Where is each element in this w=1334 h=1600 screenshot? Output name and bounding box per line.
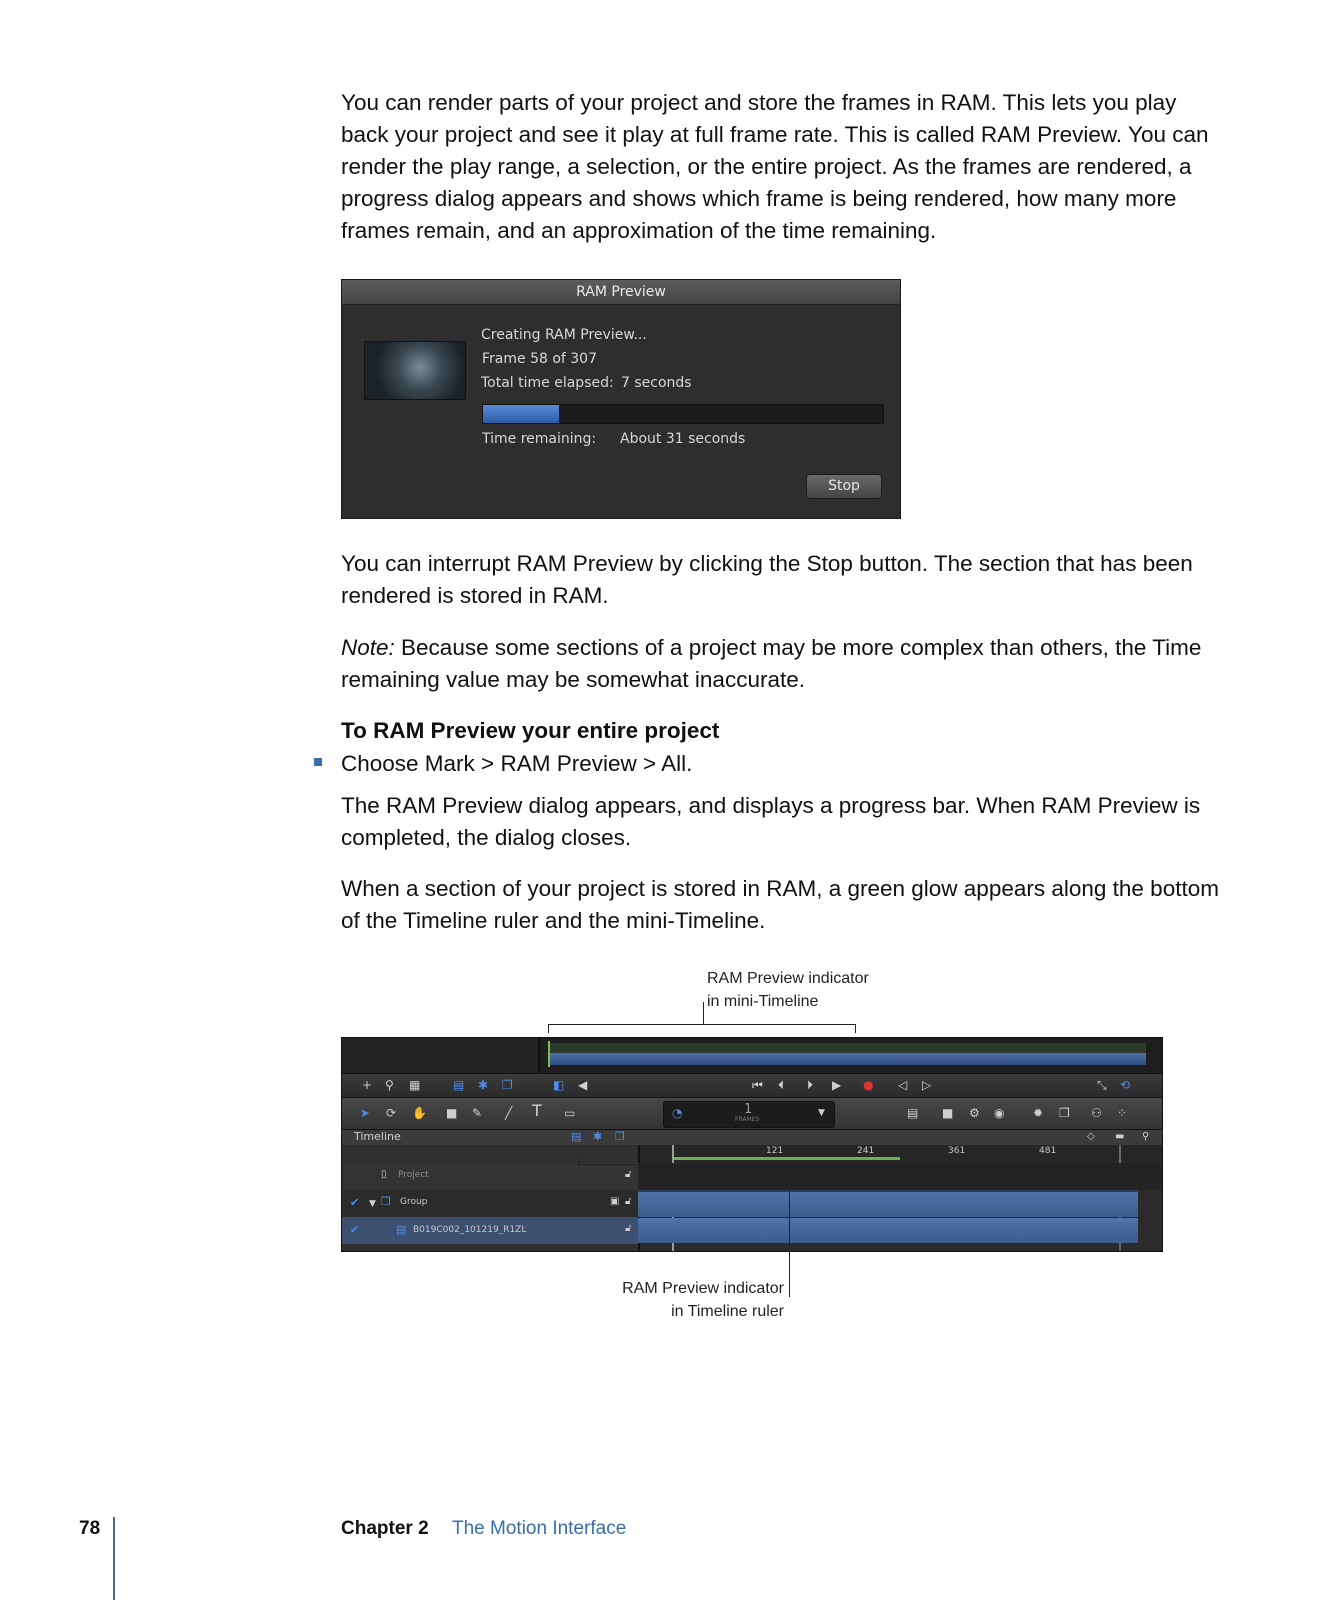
text-tool-icon[interactable]: T	[532, 1101, 542, 1120]
fullscreen-icon[interactable]: ⤡	[1097, 1078, 1107, 1092]
frame-unit: FRAMES	[735, 1116, 760, 1123]
transform-tool-icon[interactable]: ⟳	[386, 1106, 397, 1120]
timeline-ruler[interactable]	[638, 1145, 1163, 1163]
make-particles-icon[interactable]: ❐	[1059, 1106, 1070, 1120]
document-icon: ▯	[381, 1169, 387, 1180]
dialog-remaining-value: About 31 seconds	[620, 431, 746, 447]
zoom-slider-icon[interactable]: ◇	[1087, 1131, 1095, 1142]
footer-chapter: Chapter 2	[341, 1518, 429, 1539]
camera-icon[interactable]: ■	[942, 1106, 954, 1120]
grid-view-icon[interactable]: ▤	[453, 1078, 465, 1092]
ruler-tick-label: 241	[857, 1146, 875, 1156]
callout-ruler	[560, 1277, 784, 1323]
replicate-icon[interactable]: ⚇	[1091, 1106, 1102, 1120]
dialog-frame-count: Frame 58 of 307	[482, 351, 598, 367]
timeline-layers-icon[interactable]: ❐	[615, 1130, 625, 1143]
footer-rule	[113, 1517, 115, 1600]
play-icon[interactable]: ▶	[832, 1078, 842, 1092]
step-back-icon[interactable]: ⏴	[778, 1078, 785, 1092]
track-project	[638, 1163, 1163, 1190]
timeline-grid-icon[interactable]: ▤	[571, 1130, 582, 1143]
mask-tool-icon[interactable]: ▭	[564, 1106, 576, 1120]
callout-mini-timeline-line2: in mini-Timeline	[707, 993, 819, 1010]
car-thumbnail-image	[364, 341, 466, 400]
next-frame-icon[interactable]: ▷	[922, 1078, 932, 1092]
layer-name: B019C002_101219_R1ZL	[413, 1225, 527, 1235]
bezier-tool-icon[interactable]: ✎	[472, 1106, 483, 1120]
dialog-remaining-label: Time remaining:	[482, 431, 597, 447]
mini-playhead[interactable]	[548, 1041, 550, 1067]
select-tool-icon[interactable]: ➤	[360, 1106, 371, 1120]
callout-ruler-line2: in Timeline ruler	[671, 1303, 784, 1320]
callout-bracket-right	[855, 1024, 856, 1033]
ruler-tick-label: 361	[948, 1146, 966, 1156]
dialog-status: Creating RAM Preview...	[481, 327, 647, 343]
ruler-leader-line	[789, 1165, 790, 1297]
callout-mini-timeline-line1: RAM Preview indicator	[707, 970, 869, 987]
group-icon: ❐	[381, 1195, 391, 1208]
filters-icon[interactable]: ◉	[994, 1106, 1005, 1120]
task-step: Choose Mark > RAM Preview > All.	[341, 751, 693, 776]
note-label: Note:	[341, 635, 395, 660]
play-range-icon[interactable]: ◧	[553, 1078, 565, 1092]
checkbox-icon[interactable]: ✔	[350, 1223, 360, 1236]
callout-bracket	[548, 1024, 856, 1025]
library-icon[interactable]: ▤	[907, 1106, 919, 1120]
lock-icon[interactable]: 🔓︎	[625, 1223, 632, 1234]
progress-bar-fill	[483, 405, 559, 423]
callout-leader-line	[703, 1002, 704, 1024]
ruler-tick-label: 121	[766, 1146, 784, 1156]
sequence-icon[interactable]: ⁘	[1117, 1106, 1128, 1120]
layers-icon[interactable]: ❐	[502, 1078, 513, 1092]
layout-icon[interactable]: ▦	[409, 1078, 421, 1092]
generators-icon[interactable]: ✹	[1033, 1106, 1044, 1120]
green-glow-paragraph: When a section of your project is stored in RAM, a green glow appears along the bottom of the Timeline ruler and the mini-Timeline.	[341, 876, 1219, 933]
ram-preview-dialog	[341, 279, 901, 519]
chevron-down-icon[interactable]: ▼	[818, 1108, 825, 1118]
go-to-start-icon[interactable]: ⏮	[752, 1078, 763, 1092]
behaviors-icon[interactable]: ⚙	[969, 1106, 980, 1120]
step-forward-icon[interactable]: ⏵	[807, 1078, 814, 1092]
progress-bar	[482, 404, 884, 424]
timecode-icon: ◔	[672, 1106, 683, 1120]
dialog-result-paragraph: The RAM Preview dialog appears, and displays a progress bar. When RAM Preview is completed, the dialog closes.	[341, 793, 1201, 850]
left-header-area	[342, 1038, 538, 1073]
dialog-title: RAM Preview	[342, 280, 900, 305]
lock-icon[interactable]: 🔓︎	[625, 1169, 632, 1180]
intro-paragraph: You can render parts of your project and store the frames in RAM. This lets you play back your project and see it play at full frame rate. This is called RAM Preview. You can render the play range, a selection, or the entire project. As the frames are rendered, a progress dialog appears and shows which frame is being rendered, how many more frames remain, and an approximation of the time remaining.	[341, 90, 1209, 243]
paint-tool-icon[interactable]: ╱	[505, 1106, 513, 1120]
callout-mini-timeline	[707, 967, 869, 1013]
zoom-icon[interactable]: ⚲	[1142, 1131, 1150, 1142]
mini-timeline-green-glow	[548, 1043, 1146, 1053]
ruler-bracket	[578, 1164, 905, 1165]
film-icon: ▤	[396, 1223, 407, 1236]
timeline-label: Timeline	[354, 1130, 401, 1143]
layer-name: Project	[398, 1170, 429, 1180]
callout-bracket-left	[548, 1024, 549, 1033]
previous-frame-icon[interactable]: ◁	[898, 1078, 908, 1092]
bullet-icon	[314, 758, 322, 766]
interrupt-paragraph: You can interrupt RAM Preview by clicking the Stop button. The section that has been rendered is stored in RAM.	[341, 551, 1193, 608]
page-number: 78	[79, 1518, 101, 1539]
add-icon[interactable]: +	[362, 1078, 373, 1092]
stop-button[interactable]: Stop	[806, 474, 882, 499]
dialog-elapsed-value: 7 seconds	[621, 375, 692, 391]
frame-value: 1	[744, 1102, 753, 1117]
footer-chapter-title[interactable]: The Motion Interface	[452, 1518, 627, 1539]
mini-view-icon[interactable]: ▬	[1115, 1131, 1125, 1142]
ruler-tick-label: 481	[1039, 1146, 1057, 1156]
audio-icon[interactable]: ◀	[578, 1078, 588, 1092]
task-heading: To RAM Preview your entire project	[341, 718, 720, 743]
disclosure-triangle-icon[interactable]: ▼	[369, 1199, 376, 1209]
timeline-screenshot	[341, 1037, 1163, 1252]
track-group-bar[interactable]	[638, 1190, 1138, 1217]
layer-name: Group	[400, 1197, 428, 1207]
timeline-header	[342, 1129, 1163, 1146]
rectangle-tool-icon[interactable]: ■	[446, 1106, 458, 1120]
ruler-bracket-right	[904, 1158, 905, 1164]
link-icon[interactable]: ▣	[610, 1196, 620, 1207]
ruler-green-glow	[674, 1157, 900, 1160]
timeline-gear-icon[interactable]: ✱	[593, 1130, 603, 1143]
gear-icon[interactable]: ✱	[478, 1078, 489, 1092]
loop-icon[interactable]: ⟲	[1120, 1078, 1131, 1092]
callout-ruler-line1: RAM Preview indicator	[622, 1280, 784, 1297]
record-icon[interactable]: ●	[863, 1078, 874, 1092]
dialog-elapsed-label: Total time elapsed:	[481, 375, 614, 391]
search-icon[interactable]: ⚲	[385, 1078, 394, 1092]
lock-icon[interactable]: 🔓︎	[625, 1196, 632, 1207]
mini-timeline-bar	[548, 1053, 1146, 1065]
note-text: Because some sections of a project may be more complex than others, the Time remaining value may be somewhat inaccurate.	[341, 635, 1202, 692]
track-clip-bar[interactable]	[638, 1218, 1138, 1243]
note-paragraph	[341, 632, 1226, 696]
hand-tool-icon[interactable]: ✋	[412, 1106, 427, 1120]
checkbox-icon[interactable]: ✔	[350, 1196, 360, 1209]
